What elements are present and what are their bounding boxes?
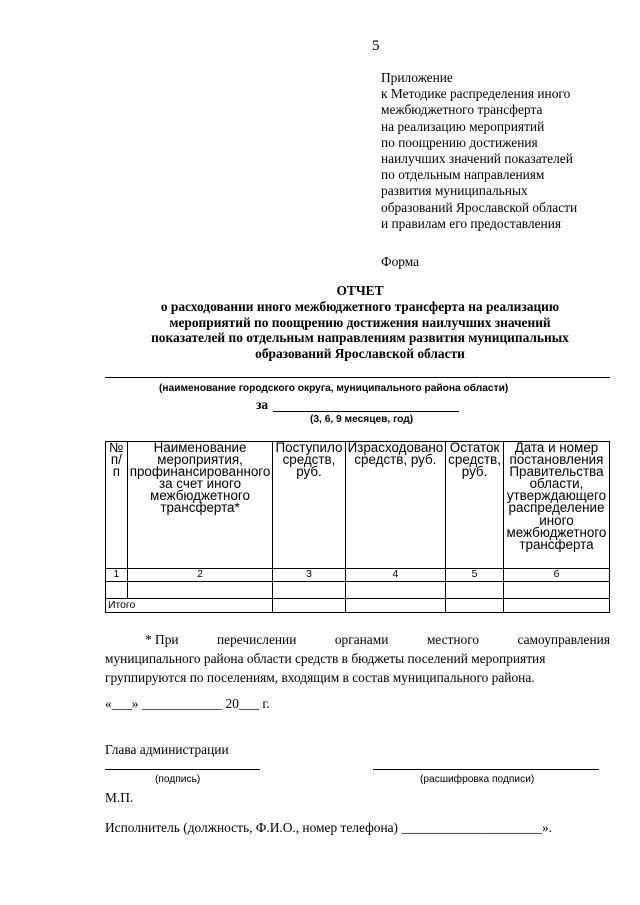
signature-line (105, 769, 260, 770)
period-fill-line (273, 411, 459, 412)
decoding-caption: (расшифровка подписи) (420, 774, 535, 785)
table-cell (446, 582, 504, 599)
appendix-line: по отдельным направлениям (381, 167, 545, 183)
table-cell (446, 599, 504, 613)
title-heading: ОТЧЕТ (336, 283, 384, 298)
header-cell: № п/п (106, 442, 128, 569)
executor-line: Исполнитель (должность, Ф.И.О., номер телефона) _____________________». (105, 820, 553, 835)
stamp-label: М.П. (105, 790, 134, 805)
footnote-word: * При (145, 632, 179, 647)
head-label: Глава администрации (105, 742, 229, 757)
appendix-block (381, 70, 577, 232)
table-cell (503, 582, 609, 599)
table-row (106, 582, 610, 599)
report-table (105, 441, 610, 613)
header-cell: Поступило средств, руб. (273, 442, 345, 569)
footnote-word: органами (334, 632, 389, 647)
column-number-row (106, 569, 610, 582)
appendix-line: на реализацию мероприятий (381, 118, 545, 134)
page-number: 5 (372, 38, 380, 54)
appendix-line: Приложение (381, 70, 453, 85)
decoding-line (373, 769, 599, 770)
table-cell (503, 599, 609, 613)
column-number: 6 (503, 569, 609, 582)
footnote-word: перечислении (217, 632, 297, 647)
header-cell: Дата и номер постановления Правительства области, утверждающего распределение иного межбюджетного трансферта (503, 442, 609, 569)
table-cell (106, 582, 128, 599)
period-caption: (3, 6, 9 месяцев, год) (310, 414, 414, 425)
table-cell (345, 599, 446, 613)
footnote-line-2: муниципального района области средств в бюджеты поселений мероприятия (105, 651, 546, 667)
total-row (106, 599, 610, 613)
report-title (100, 283, 620, 362)
municipality-fill-line (105, 377, 610, 378)
footnote (105, 630, 610, 688)
table-cell (127, 582, 273, 599)
appendix-line: развития муниципальных (381, 183, 528, 199)
header-cell: Израсходовано средств, руб. (345, 442, 446, 569)
table-header-row (106, 442, 610, 569)
period-label: за (256, 397, 269, 412)
column-number: 1 (106, 569, 128, 582)
total-label: Итого (106, 599, 273, 613)
footnote-line-3: группируются по поселениям, входящим в состав муниципального района. (105, 670, 535, 686)
column-number: 5 (446, 569, 504, 582)
title-line: мероприятий по поощрению достижения наилучших значений (169, 314, 551, 330)
table-cell (273, 599, 345, 613)
column-number: 2 (127, 569, 273, 582)
appendix-line: к Методике распределения иного (381, 86, 571, 102)
footnote-word: самоуправления (517, 632, 610, 647)
appendix-line: межбюджетного трансферта (381, 102, 543, 118)
title-line: образований Ярославской области (255, 346, 465, 362)
header-cell: Остаток средств, руб. (446, 442, 504, 569)
signature-caption: (подпись) (155, 774, 201, 785)
appendix-line: и правилам его предоставления (381, 215, 562, 231)
appendix-line: наилучших значений показателей (381, 151, 573, 167)
footnote-word: местного (426, 632, 480, 647)
appendix-line: образований Ярославской области (381, 199, 578, 215)
table-cell (273, 582, 345, 599)
title-line: показателей по отдельным направлениям развития муниципальных (151, 330, 569, 346)
municipality-caption: (наименование городского округа, муниципального района области) (159, 383, 509, 394)
footnote-line-1 (105, 630, 610, 649)
column-number: 4 (345, 569, 446, 582)
form-label: Форма (381, 254, 420, 269)
appendix-line: по поощрению достижения (381, 134, 538, 150)
table-cell (345, 582, 446, 599)
column-number: 3 (273, 569, 345, 582)
title-line: о расходовании иного межбюджетного трансферта на реализацию (160, 298, 560, 314)
header-cell: Наименование мероприятия, профинансированного за счет иного межбюджетного трансферта* (127, 442, 273, 569)
date-line: «___» ____________ 20___ г. (105, 696, 270, 711)
